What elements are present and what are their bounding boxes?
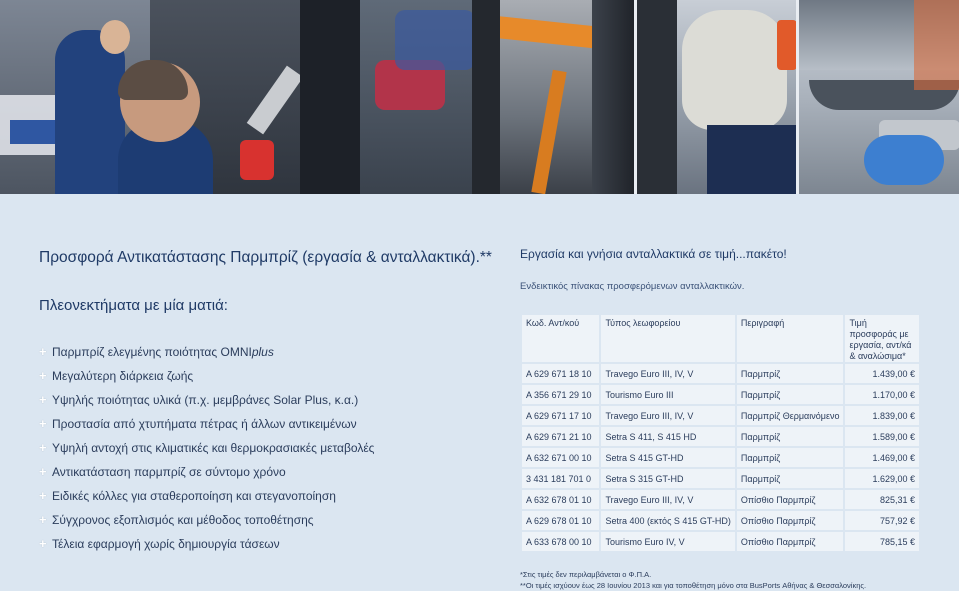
cell-price: 1.469,00 € xyxy=(844,447,920,468)
cell-description: Παρμπρίζ xyxy=(736,363,845,384)
cell-price: 1.839,00 € xyxy=(844,405,920,426)
cell-price: 1.439,00 € xyxy=(844,363,920,384)
footnotes xyxy=(520,569,866,591)
plus-icon: + xyxy=(39,344,47,359)
list-item xyxy=(39,484,374,508)
cell-description: Οπίσθιο Παρμπρίζ xyxy=(736,531,845,552)
hero-image-strap xyxy=(472,0,634,194)
table-row xyxy=(521,510,920,531)
list-item xyxy=(39,412,374,436)
bullet-text: Τέλεια εφαρμογή χωρίς δημιουργία τάσεων xyxy=(52,537,280,551)
cell-bus-type: Tourismo Euro III xyxy=(600,384,735,405)
header-offer-price: Τιμή προσφοράς με εργασία, αντ/κά & αναλώσιμα* xyxy=(844,314,920,363)
cell-bus-type: Setra S 415 GT-HD xyxy=(600,447,735,468)
hero-image-sealing xyxy=(799,0,959,194)
cell-bus-type: Setra 400 (εκτός S 415 GT-HD) xyxy=(600,510,735,531)
list-item xyxy=(39,436,374,460)
cell-bus-type: Setra S 315 GT-HD xyxy=(600,468,735,489)
header-bus-type: Τύπος λεωφορείου xyxy=(600,314,735,363)
price-table xyxy=(520,313,921,553)
cell-part-code: A 629 671 17 10 xyxy=(521,405,600,426)
table-row xyxy=(521,468,920,489)
plus-icon: + xyxy=(39,512,47,527)
cell-bus-type: Travego Euro III, IV, V xyxy=(600,489,735,510)
table-row xyxy=(521,384,920,405)
plus-icon: + xyxy=(39,464,47,479)
table-row xyxy=(521,363,920,384)
hero-image-technicians xyxy=(0,0,472,194)
offer-title: Προσφορά Αντικατάστασης Παρμπρίζ (εργασία & ανταλλακτικά).** xyxy=(39,249,492,266)
package-offer-title: Εργασία και γνήσια ανταλλακτικά σε τιμή...πακέτο! xyxy=(520,247,787,261)
header-description: Περιγραφή xyxy=(736,314,845,363)
footnote-validity: **Οι τιμές ισχύουν έως 28 Ιουνίου 2013 και για τοποθέτηση μόνο στα BusPorts Αθήνας & Θεσσαλονίκης. xyxy=(520,581,867,590)
plus-icon: + xyxy=(39,536,47,551)
table-row xyxy=(521,489,920,510)
cell-bus-type: Tourismo Euro IV, V xyxy=(600,531,735,552)
cell-description: Παρμπρίζ xyxy=(736,426,845,447)
plus-icon: + xyxy=(39,488,47,503)
cell-bus-type: Travego Euro III, IV, V xyxy=(600,363,735,384)
plus-icon: + xyxy=(39,392,47,407)
cell-price: 757,92 € xyxy=(844,510,920,531)
cell-part-code: 3 431 181 701 0 xyxy=(521,468,600,489)
bullet-text: Υψηλής ποιότητας υλικά (π.χ. μεμβράνες Solar Plus, κ.α.) xyxy=(52,393,359,407)
cell-price: 1.170,00 € xyxy=(844,384,920,405)
cell-price: 825,31 € xyxy=(844,489,920,510)
list-item xyxy=(39,508,374,532)
benefits-list xyxy=(39,340,374,556)
cell-part-code: A 356 671 29 10 xyxy=(521,384,600,405)
header-part-code: Κωδ. Αντ/κού xyxy=(521,314,600,363)
bullet-text: Σύγχρονος εξοπλισμός και μέθοδος τοποθέτησης xyxy=(52,513,314,527)
cell-part-code: A 629 671 18 10 xyxy=(521,363,600,384)
cell-part-code: A 632 678 01 10 xyxy=(521,489,600,510)
cell-part-code: A 629 678 01 10 xyxy=(521,510,600,531)
table-row xyxy=(521,405,920,426)
table-row xyxy=(521,447,920,468)
plus-icon: + xyxy=(39,440,47,455)
bullet-text: Ειδικές κόλλες για σταθεροποίηση και στεγανοποίηση xyxy=(52,489,336,503)
cell-bus-type: Travego Euro III, IV, V xyxy=(600,405,735,426)
cell-description: Παρμπρίζ Θερμαινόμενο xyxy=(736,405,845,426)
plus-icon: + xyxy=(39,368,47,383)
list-item xyxy=(39,532,374,556)
cell-part-code: A 632 671 00 10 xyxy=(521,447,600,468)
table-row xyxy=(521,531,920,552)
cell-bus-type: Setra S 411, S 415 HD xyxy=(600,426,735,447)
cell-price: 1.589,00 € xyxy=(844,426,920,447)
cell-description: Οπίσθιο Παρμπρίζ xyxy=(736,489,845,510)
benefits-heading: Πλεονεκτήματα με μία ματιά: xyxy=(39,297,228,314)
bullet-text: Προστασία από χτυπήματα πέτρας ή άλλων αντικειμένων xyxy=(52,417,357,431)
cell-description: Οπίσθιο Παρμπρίζ xyxy=(736,510,845,531)
hero-photo-strip xyxy=(0,0,959,194)
list-item xyxy=(39,340,374,364)
cell-price: 1.629,00 € xyxy=(844,468,920,489)
cell-description: Παρμπρίζ xyxy=(736,447,845,468)
cell-description: Παρμπρίζ xyxy=(736,468,845,489)
footnote-vat: *Στις τιμές δεν περιλαμβάνεται ο Φ.Π.Α. xyxy=(520,570,652,579)
table-caption: Ενδεικτικός πίνακας προσφερόμενων ανταλλακτικών. xyxy=(520,281,745,292)
bullet-text: Υψηλή αντοχή στις κλιματικές και θερμοκρασιακές μεταβολές xyxy=(52,441,375,455)
list-item xyxy=(39,460,374,484)
bullet-text: Μεγαλύτερη διάρκεια ζωής xyxy=(52,369,194,383)
cell-part-code: A 629 671 21 10 xyxy=(521,426,600,447)
hero-image-glove xyxy=(637,0,796,194)
list-item xyxy=(39,388,374,412)
cell-description: Παρμπρίζ xyxy=(736,384,845,405)
cell-price: 785,15 € xyxy=(844,531,920,552)
cell-part-code: A 633 678 00 10 xyxy=(521,531,600,552)
table-row xyxy=(521,426,920,447)
list-item xyxy=(39,364,374,388)
plus-icon: + xyxy=(39,416,47,431)
table-header-row xyxy=(521,314,920,363)
bullet-text: Αντικατάσταση παρμπρίζ σε σύντομο χρόνο xyxy=(52,465,286,479)
bullet-text: Παρμπρίζ ελεγμένης ποιότητας OMNIplus xyxy=(52,345,274,359)
